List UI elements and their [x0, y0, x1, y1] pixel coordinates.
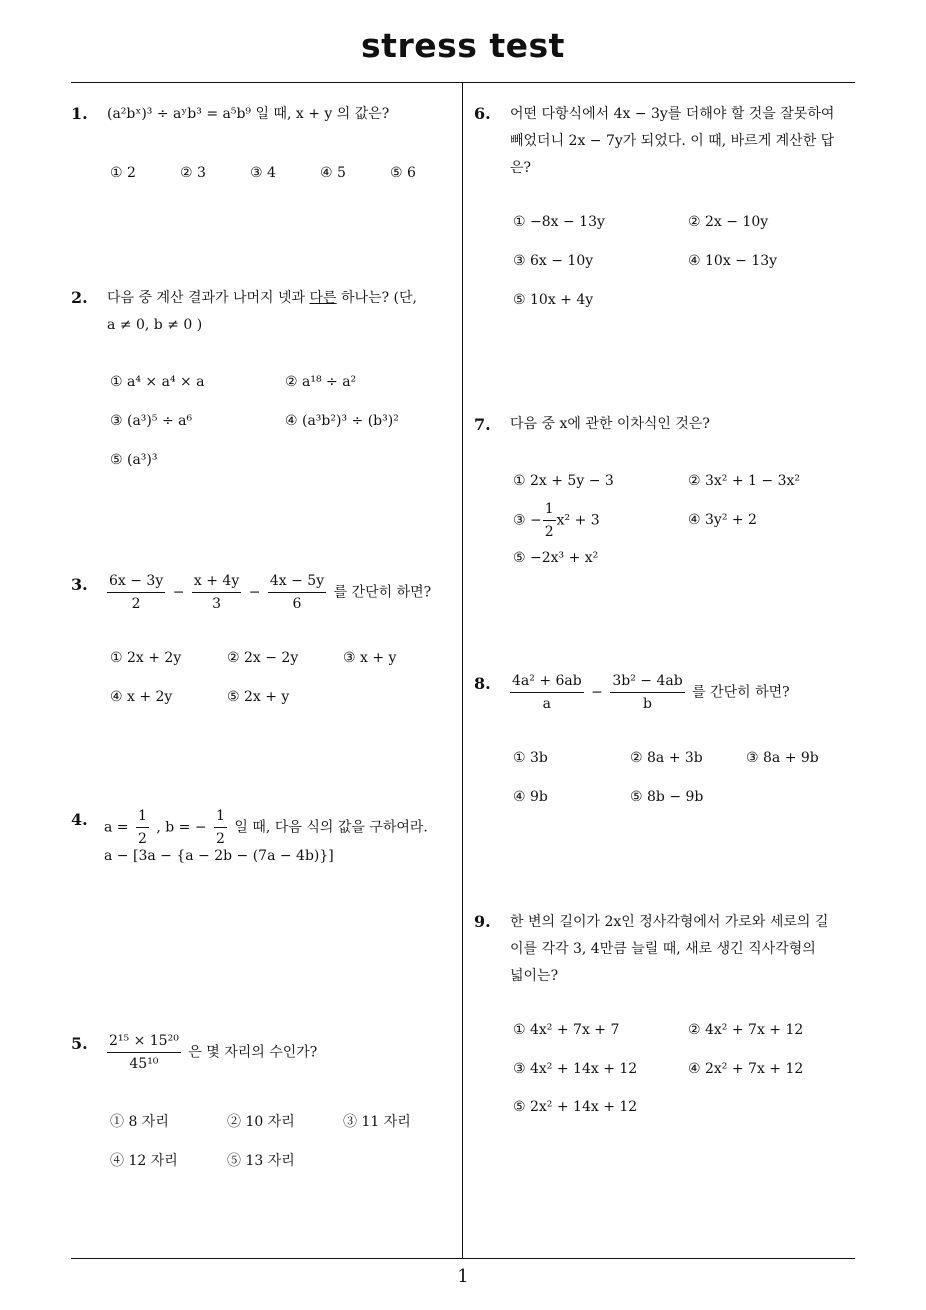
- answer-option[interactable]: ③ 6x − 10y: [513, 253, 594, 269]
- fraction: $\frac{\text{2¹⁵ × 15²⁰}}{\text{45¹⁰}}$: [109, 1033, 179, 1072]
- answer-option[interactable]: ④ 10x − 13y: [688, 253, 778, 269]
- question-text: $\frac{\text{2¹⁵ × 15²⁰}}{\text{45¹⁰}}$ 은 몇 자리의 수인가?: [109, 1033, 318, 1072]
- answer-option[interactable]: ① −8x − 13y: [513, 214, 605, 230]
- question-number: 5.: [71, 1034, 88, 1053]
- answer-option[interactable]: ① 3b: [513, 750, 548, 766]
- answer-option[interactable]: ② 3: [180, 165, 206, 181]
- answer-option[interactable]: ② 3x² + 1 − 3x²: [688, 473, 800, 489]
- question-text: $\frac{\text{4a² + 6ab}}{a}$ − $\frac{\text{3b² − 4ab}}{b}$ 를 간단히 하면?: [512, 673, 790, 712]
- fraction: $\frac{4x - 5y}{6}$: [269, 573, 325, 612]
- question-text: 다음 중 계산 결과가 나머지 넷과 다른 하나는? (단, a ≠ 0, b ≠ 0 ): [107, 290, 417, 333]
- answer-option[interactable]: ② 4x² + 7x + 12: [688, 1022, 804, 1038]
- answer-option[interactable]: ④ 3y² + 2: [688, 512, 757, 528]
- question-text: (a²bˣ)³ ÷ aʸb³ = a⁵b⁹ 일 때, x + y 의 값은?: [107, 106, 390, 122]
- fraction: $\frac{\text{3b² − 4ab}}{b}$: [612, 673, 683, 712]
- answer-option[interactable]: ⑤ 8b − 9b: [630, 789, 704, 805]
- answer-option[interactable]: ② 8a + 3b: [630, 750, 703, 766]
- question-number: 7.: [474, 415, 491, 434]
- answer-option[interactable]: ③ x + y: [343, 650, 397, 666]
- answer-option[interactable]: ① a⁴ × a⁴ × a: [110, 374, 205, 390]
- fraction: $\frac{x + 4y}{3}$: [193, 573, 240, 612]
- answer-option[interactable]: ③ − $\frac{1}{2}$ x² + 3: [513, 501, 600, 540]
- answer-option[interactable]: ④ 5: [320, 165, 346, 181]
- question-number: 8.: [474, 674, 491, 693]
- answer-option[interactable]: ② 2x − 2y: [227, 650, 299, 666]
- answer-option[interactable]: ④ 2x² + 7x + 12: [688, 1061, 804, 1077]
- page-title: stress test: [361, 26, 565, 65]
- fraction: $\frac{\text{4a² + 6ab}}{a}$: [512, 673, 582, 712]
- question-number: 3.: [71, 575, 88, 594]
- fraction: $\frac{1}{2}$: [544, 501, 554, 540]
- answer-option[interactable]: ⑤ 2x² + 14x + 12: [513, 1099, 638, 1115]
- question-text: 다음 중 x에 관한 이차식인 것은?: [510, 416, 710, 432]
- answer-option[interactable]: ① 2x + 5y − 3: [513, 473, 614, 489]
- column-divider: [462, 82, 463, 1259]
- fraction: $\frac{1}{2}$: [216, 808, 225, 847]
- answer-option[interactable]: ③ (a³)⁵ ÷ a⁶: [110, 413, 193, 429]
- header-rule: [71, 82, 855, 83]
- question-text: $\frac{6x - 3y}{2}$ − $\frac{x + 4y}{3}$ − $\frac{4x - 5y}{6}$ 를 간단히 하면?: [109, 573, 432, 612]
- question-number: 4.: [71, 810, 88, 829]
- answer-option[interactable]: ③ 4: [250, 165, 276, 181]
- answer-option[interactable]: ④ 9b: [513, 789, 548, 805]
- answer-option[interactable]: ④ 12 자리: [110, 1153, 178, 1169]
- question-text: 어떤 다항식에서 4x − 3y를 더해야 할 것을 잘못하여 빼었더니 2x − 7y가 되었다. 이 때, 바르게 계산한 답 은?: [510, 106, 835, 176]
- answer-option[interactable]: ⑤ (a³)³: [110, 452, 158, 468]
- answer-option[interactable]: ⑤ 10x + 4y: [513, 292, 594, 308]
- fraction: $\frac{6x - 3y}{2}$: [109, 573, 164, 612]
- question-number: 6.: [474, 104, 491, 123]
- answer-option[interactable]: ④ (a³b²)³ ÷ (b³)²: [285, 413, 399, 429]
- answer-option[interactable]: ③ 4x² + 14x + 12: [513, 1061, 638, 1077]
- question-number: 1.: [71, 104, 88, 123]
- question-text: 한 변의 길이가 2x인 정사각형에서 가로와 세로의 길 이를 각각 3, 4만큼 늘릴 때, 새로 생긴 직사각형의 넓이는?: [510, 914, 829, 984]
- expression: a − [3a − {a − 2b − (7a − 4b)}]: [104, 848, 334, 864]
- page-number: 1: [457, 1266, 469, 1287]
- answer-option[interactable]: ② a¹⁸ ÷ a²: [285, 374, 357, 390]
- answer-option[interactable]: ⑤ −2x³ + x²: [513, 550, 599, 566]
- answer-option[interactable]: ② 2x − 10y: [688, 214, 769, 230]
- answer-option[interactable]: ④ x + 2y: [110, 689, 173, 705]
- question-number: 2.: [71, 288, 88, 307]
- answer-option[interactable]: ① 2: [110, 165, 136, 181]
- answer-option[interactable]: ⑤ 13 자리: [227, 1153, 295, 1169]
- answer-option[interactable]: ① 4x² + 7x + 7: [513, 1022, 620, 1038]
- fraction: $\frac{1}{2}$: [137, 808, 147, 847]
- answer-option[interactable]: ③ 8a + 9b: [746, 750, 819, 766]
- question-number: 9.: [474, 912, 491, 931]
- answer-option[interactable]: ① 2x + 2y: [110, 650, 182, 666]
- question-text: a = $\frac{1}{2}$ , b = − $\frac{1}{2}$ 일 때, 다음 식의 값을 구하여라.: [104, 808, 428, 847]
- footer-rule: [71, 1258, 855, 1259]
- answer-option[interactable]: ⑤ 2x + y: [227, 689, 290, 705]
- answer-option[interactable]: ② 10 자리: [227, 1114, 295, 1130]
- answer-option[interactable]: ① 8 자리: [110, 1114, 169, 1130]
- answer-option[interactable]: ③ 11 자리: [343, 1114, 411, 1130]
- answer-option[interactable]: ⑤ 6: [390, 165, 416, 181]
- underlined-word: 다른: [309, 290, 337, 306]
